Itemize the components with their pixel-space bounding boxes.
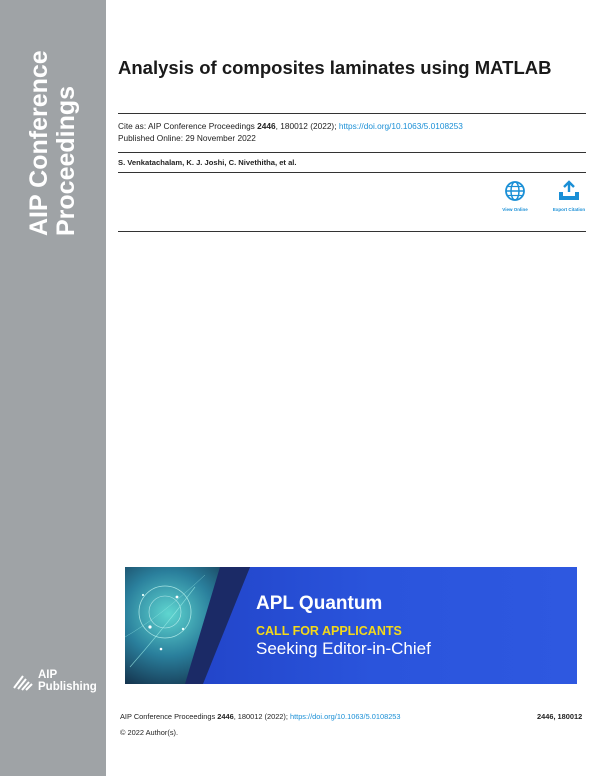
footer-volume: 2446	[217, 712, 234, 721]
banner-artwork-image	[125, 567, 250, 684]
authors[interactable]: S. Venkatachalam, K. J. Joshi, C. Nivethitha, et al.	[118, 158, 297, 167]
doi-link[interactable]: https://doi.org/10.1063/5.0108253	[338, 121, 463, 131]
footer-citation	[120, 712, 401, 721]
banner-title: APL Quantum	[256, 593, 383, 614]
globe-icon	[504, 180, 526, 202]
cite-suffix: , 180012 (2022);	[275, 121, 339, 131]
footer-page-reference	[537, 712, 582, 721]
export-icon	[557, 180, 581, 202]
divider	[118, 172, 586, 173]
logo-text-line1: AIP	[38, 669, 58, 681]
page-ref: 2446, 180012	[537, 712, 583, 721]
view-online-button[interactable]	[493, 180, 537, 212]
journal-series-title	[26, 50, 80, 236]
divider	[118, 231, 586, 232]
divider	[118, 113, 586, 114]
sidebar	[0, 0, 106, 776]
view-online-label: View Online	[502, 207, 528, 212]
citation-block	[118, 121, 463, 144]
cite-prefix: Cite as: AIP Conference Proceedings	[118, 121, 258, 131]
advertisement-banner[interactable]	[125, 567, 577, 684]
logo-text	[38, 669, 97, 693]
divider	[118, 152, 586, 153]
cite-volume: 2446	[257, 121, 276, 131]
export-citation-label: Export Citation	[552, 207, 586, 212]
series-title-line1: AIP Conference	[25, 50, 53, 236]
citation-line	[118, 121, 463, 133]
published-date: Published Online: 29 November 2022	[118, 132, 256, 143]
banner-subtitle: Seeking Editor-in-Chief	[256, 639, 431, 658]
logo-text-line2: Publishing	[38, 681, 97, 693]
export-citation-button[interactable]	[547, 180, 591, 212]
footer-journal: AIP Conference Proceedings	[120, 712, 218, 721]
banner-cta: CALL FOR APPLICANTS	[256, 624, 402, 638]
article-title: Analysis of composites laminates using MATLAB	[118, 57, 552, 78]
footer-suffix: , 180012 (2022);	[233, 712, 290, 721]
copyright-notice: © 2022 Author(s).	[120, 728, 179, 737]
series-title-line2: Proceedings	[52, 85, 80, 236]
aip-publishing-logo[interactable]	[13, 669, 103, 695]
footer-doi-link[interactable]: https://doi.org/10.1063/5.0108253	[289, 712, 401, 721]
aip-logo-icon	[13, 671, 35, 691]
